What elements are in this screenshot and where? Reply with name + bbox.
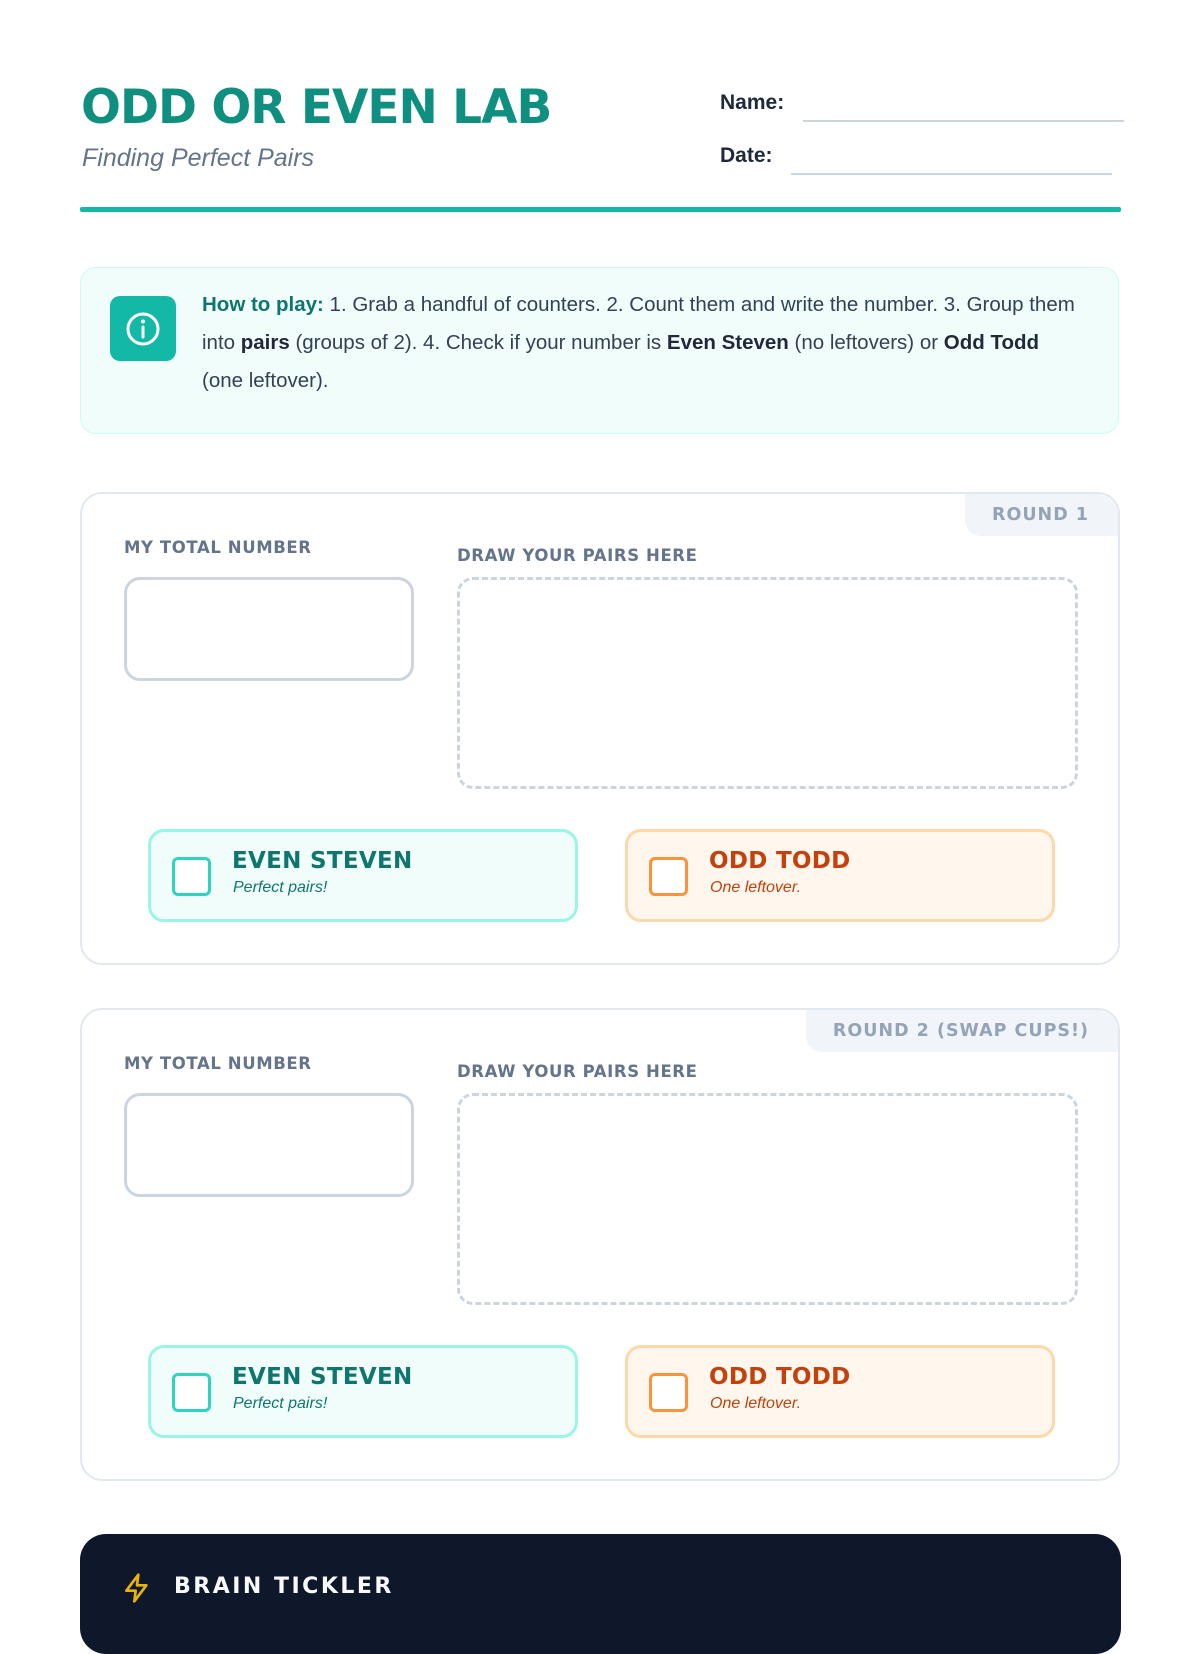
lightning-icon bbox=[121, 1572, 153, 1608]
even-option-title: EVEN STEVEN bbox=[232, 848, 413, 874]
date-field[interactable] bbox=[791, 173, 1112, 175]
odd-todd-option[interactable] bbox=[625, 829, 1055, 922]
even-term: Even Steven bbox=[666, 331, 789, 354]
even-steven-option[interactable] bbox=[148, 829, 578, 922]
odd-term: Odd Todd bbox=[943, 331, 1040, 354]
odd-option-subtitle: One leftover. bbox=[710, 1395, 802, 1412]
round-tag: ROUND 2 (SWAP CUPS!) bbox=[806, 1010, 1118, 1052]
even-option-subtitle: Perfect pairs! bbox=[233, 879, 328, 896]
brain-tickler-panel bbox=[80, 1534, 1121, 1654]
even-option-title: EVEN STEVEN bbox=[232, 1364, 413, 1390]
round-tag: ROUND 1 bbox=[965, 494, 1118, 536]
draw-pairs-label: DRAW YOUR PAIRS HERE bbox=[457, 1062, 698, 1081]
info-icon bbox=[110, 296, 176, 361]
brain-tickler-title: BRAIN TICKLER bbox=[174, 1574, 394, 1599]
odd-option-title: ODD TODD bbox=[709, 848, 851, 874]
date-label: Date: bbox=[720, 144, 773, 167]
odd-checkbox[interactable] bbox=[649, 857, 688, 896]
draw-pairs-label: DRAW YOUR PAIRS HERE bbox=[457, 546, 698, 565]
page-title: ODD OR EVEN LAB bbox=[81, 80, 552, 135]
odd-option-title: ODD TODD bbox=[709, 1364, 851, 1390]
name-label: Name: bbox=[720, 91, 785, 114]
instructions-box bbox=[80, 267, 1119, 434]
name-field[interactable] bbox=[803, 120, 1124, 122]
odd-option-subtitle: One leftover. bbox=[710, 879, 802, 896]
total-number-label: MY TOTAL NUMBER bbox=[124, 538, 312, 557]
header-divider bbox=[80, 207, 1121, 212]
page-subtitle: Finding Perfect Pairs bbox=[82, 144, 315, 172]
round-card-1 bbox=[80, 492, 1120, 965]
even-steven-option[interactable] bbox=[148, 1345, 578, 1438]
instructions-text: How to play: 1. Grab a handful of counters. 2. Count them and write the number. 3. Group them into pairs (groups of 2). 4. Check if your number is Even Steven (no leftovers) or Odd Todd (one leftover). bbox=[202, 293, 1075, 392]
instructions-lead: How to play: bbox=[202, 293, 324, 316]
even-checkbox[interactable] bbox=[172, 1373, 211, 1412]
draw-pairs-area[interactable] bbox=[457, 577, 1078, 789]
pairs-term: pairs bbox=[240, 331, 290, 354]
odd-checkbox[interactable] bbox=[649, 1373, 688, 1412]
even-checkbox[interactable] bbox=[172, 857, 211, 896]
total-number-label: MY TOTAL NUMBER bbox=[124, 1054, 312, 1073]
odd-todd-option[interactable] bbox=[625, 1345, 1055, 1438]
draw-pairs-area[interactable] bbox=[457, 1093, 1078, 1305]
total-number-input[interactable] bbox=[124, 1093, 414, 1197]
total-number-input[interactable] bbox=[124, 577, 414, 681]
round-card-2 bbox=[80, 1008, 1120, 1481]
even-option-subtitle: Perfect pairs! bbox=[233, 1395, 328, 1412]
